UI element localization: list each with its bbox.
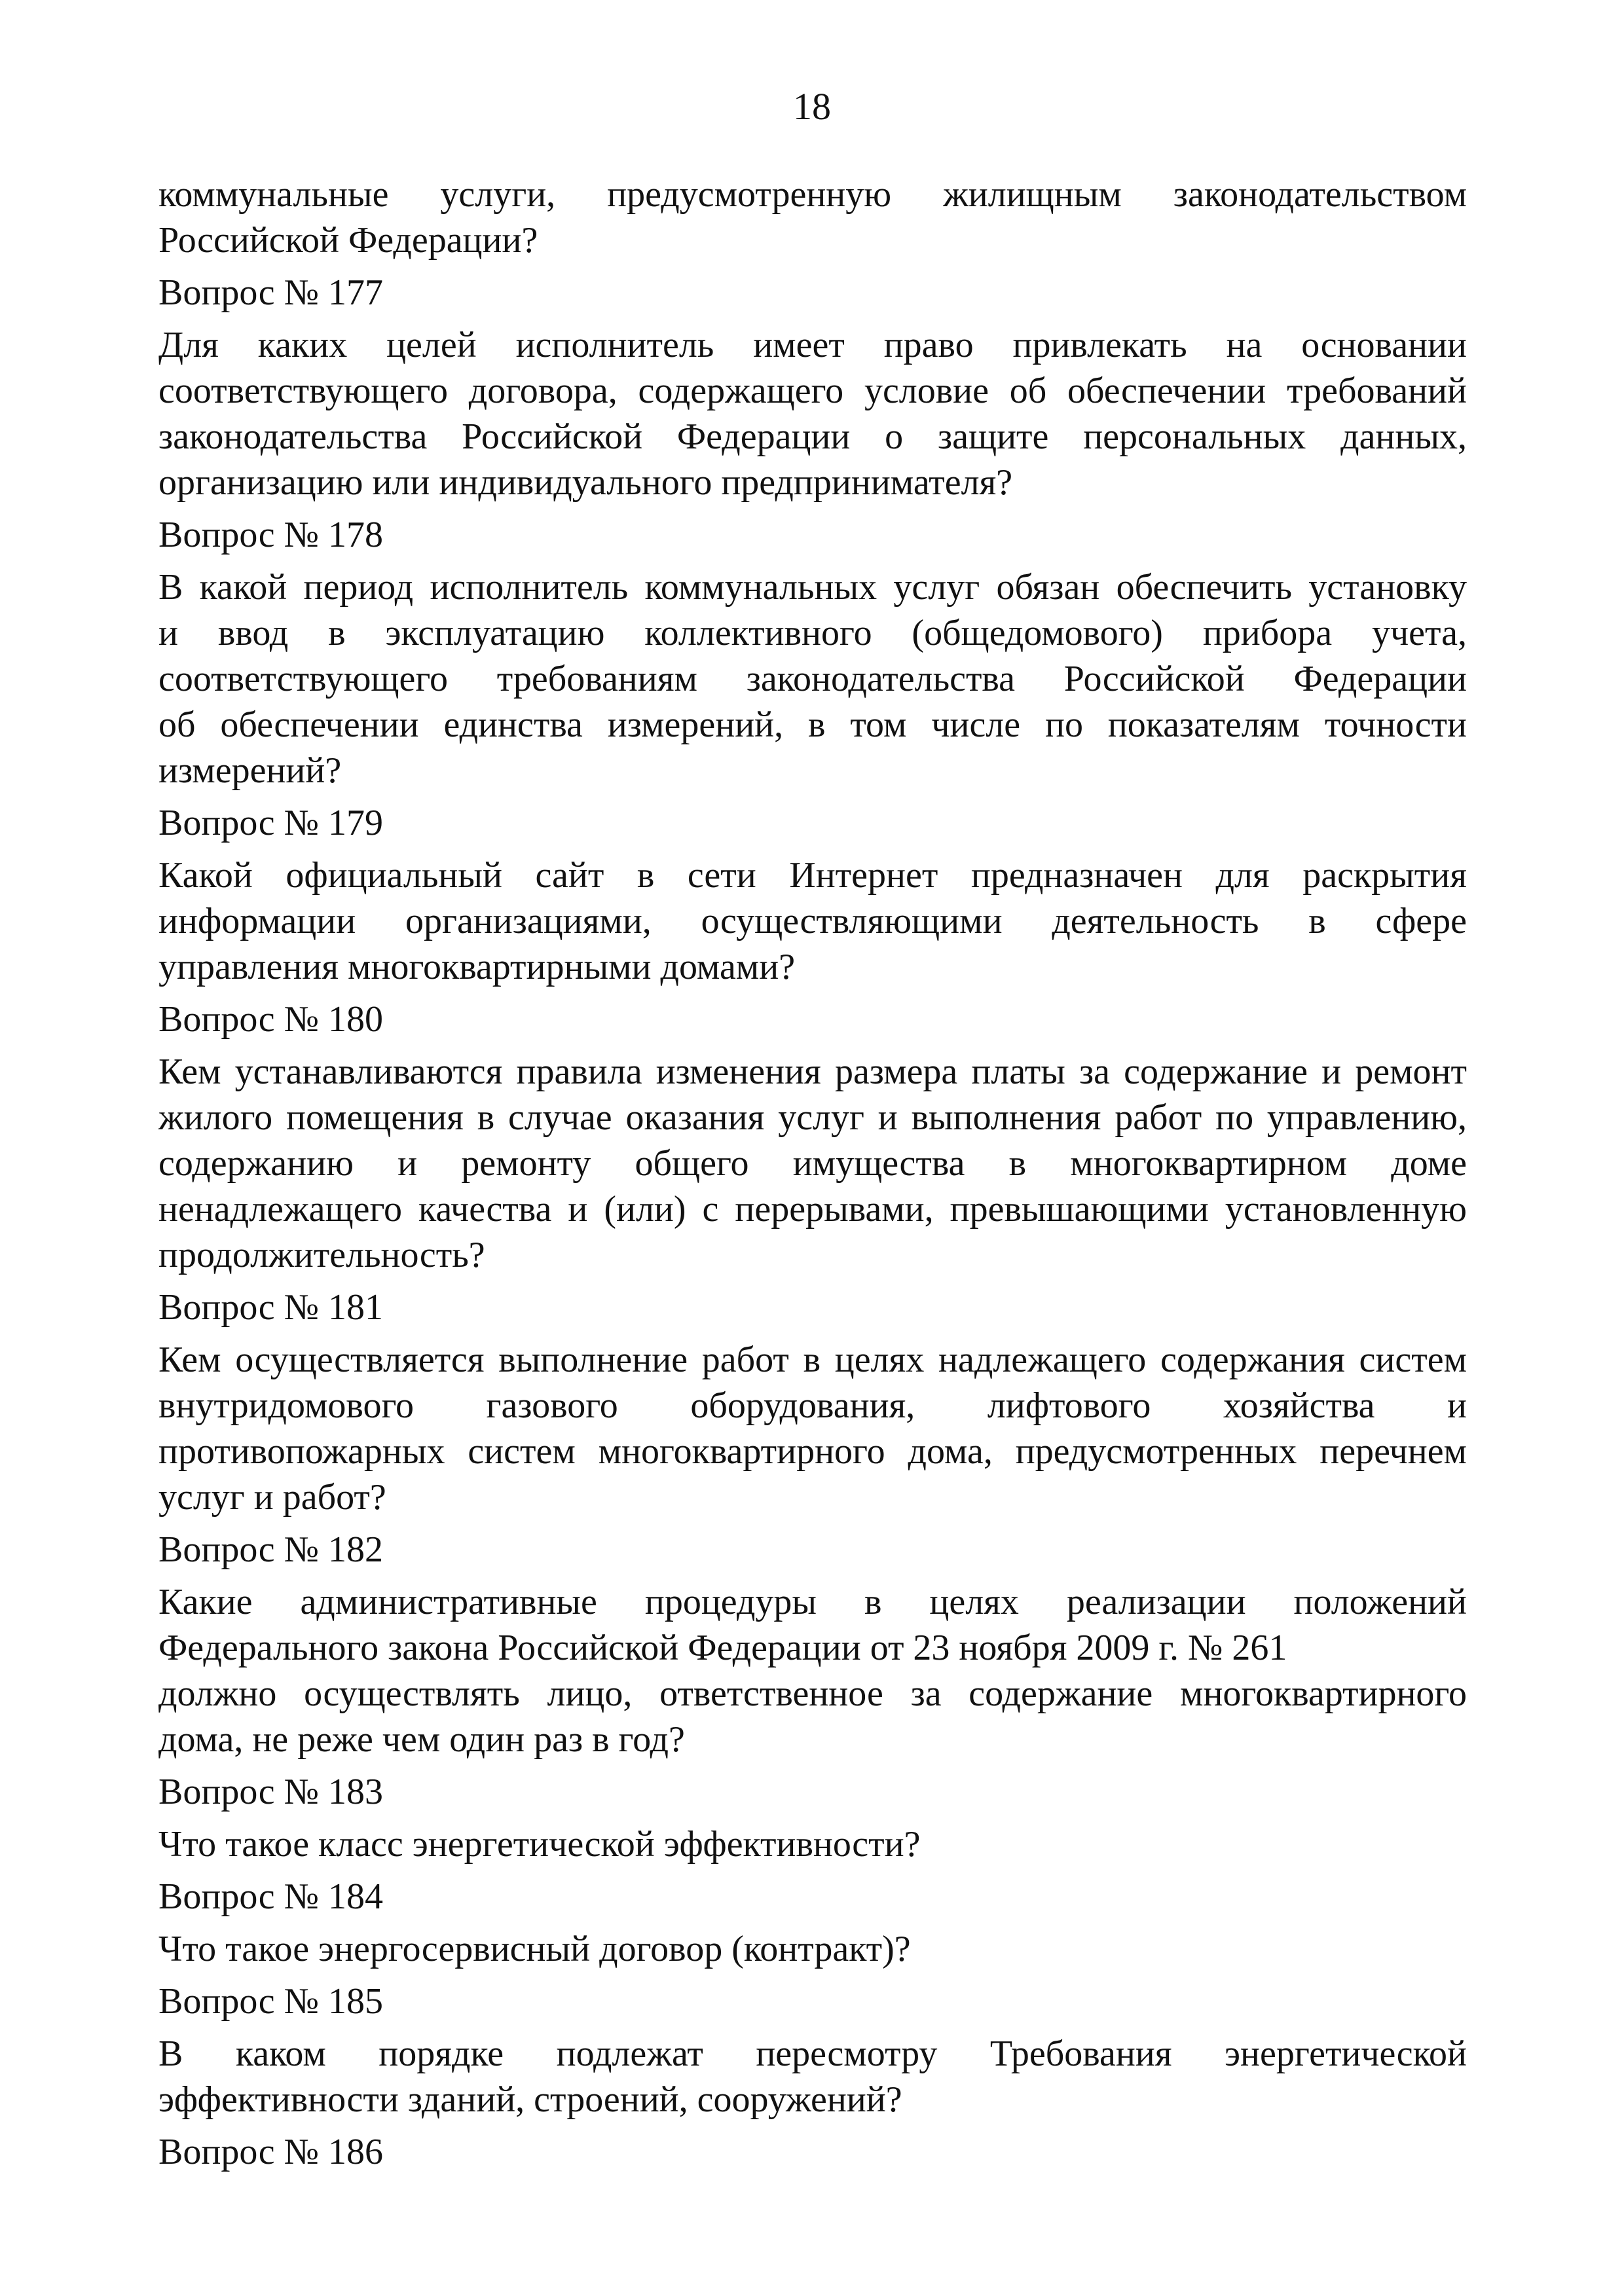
- text-line: Федерального закона Российской Федерации от 23 ноября 2009 г. № 261: [158, 1628, 1287, 1668]
- text-line: измерений?: [158, 750, 342, 791]
- page-number: 18: [793, 85, 831, 128]
- text-line: противопожарных систем многоквартирного дома, предусмотренных перечнем: [158, 1431, 1467, 1472]
- text-line: Кем осуществляется выполнение работ в целях надлежащего содержания систем: [158, 1339, 1467, 1380]
- question-text: [158, 1337, 1467, 1520]
- question-text: [158, 1821, 1467, 1867]
- text-line: содержанию и ремонту общего имущества в многоквартирном доме: [158, 1143, 1467, 1184]
- text-line: внутридомового газового оборудования, лифтового хозяйства и: [158, 1385, 1467, 1426]
- question-text: [158, 322, 1467, 505]
- question-heading: Вопрос № 182: [158, 1529, 383, 1570]
- text-line: информации организациями, осуществляющими деятельность в сфере: [158, 901, 1467, 941]
- text-line: Для каких целей исполнитель имеет право привлекать на основании: [158, 325, 1467, 365]
- text-line: Что такое класс энергетической эффективности?: [158, 1824, 921, 1865]
- text-line: коммунальные услуги, предусмотренную жилищным законодательством: [158, 174, 1467, 215]
- question-text: [158, 1049, 1467, 1278]
- text-line: соответствующего требованиям законодательства Российской Федерации: [158, 659, 1467, 699]
- text-line: управления многоквартирными домами?: [158, 947, 796, 987]
- question-heading: Вопрос № 186: [158, 2132, 383, 2172]
- text-line: законодательства Российской Федерации о защите персональных данных,: [158, 416, 1467, 457]
- question-text: [158, 564, 1467, 793]
- question-heading: Вопрос № 178: [158, 515, 383, 555]
- text-line: соответствующего договора, содержащего условие об обеспечении требований: [158, 371, 1467, 411]
- question-text: [158, 2031, 1467, 2123]
- text-line: организацию или индивидуального предпринимателя?: [158, 462, 1013, 503]
- intro-paragraph: [158, 172, 1467, 263]
- document-body: [158, 172, 1467, 2181]
- question-heading: Вопрос № 180: [158, 999, 383, 1040]
- text-line: Какие административные процедуры в целях реализации положений: [158, 1582, 1467, 1622]
- text-line: должно осуществлять лицо, ответственное за содержание многоквартирного: [158, 1673, 1467, 1714]
- text-line: продолжительность?: [158, 1235, 485, 1275]
- question-heading: Вопрос № 183: [158, 1772, 383, 1812]
- text-line: Что такое энергосервисный договор (контракт)?: [158, 1929, 911, 1969]
- question-heading: Вопрос № 181: [158, 1287, 383, 1328]
- question-text: [158, 1579, 1467, 1762]
- text-line: жилого помещения в случае оказания услуг и выполнения работ по управлению,: [158, 1097, 1467, 1138]
- question-text: [158, 852, 1467, 990]
- question-heading: Вопрос № 177: [158, 272, 383, 313]
- question-heading: Вопрос № 184: [158, 1876, 383, 1917]
- text-line: услуг и работ?: [158, 1477, 386, 1518]
- question-heading: Вопрос № 185: [158, 1981, 383, 2022]
- text-line: дома, не реже чем один раз в год?: [158, 1719, 685, 1760]
- question-text: [158, 1926, 1467, 1972]
- text-line: эффективности зданий, строений, сооружений?: [158, 2079, 902, 2120]
- text-line: Кем устанавливаются правила изменения размера платы за содержание и ремонт: [158, 1051, 1467, 1092]
- text-line: В каком порядке подлежат пересмотру Требования энергетической: [158, 2033, 1467, 2074]
- text-line: и ввод в эксплуатацию коллективного (общедомового) прибора учета,: [158, 613, 1467, 653]
- text-line: Какой официальный сайт в сети Интернет предназначен для раскрытия: [158, 855, 1467, 896]
- text-line: В какой период исполнитель коммунальных услуг обязан обеспечить установку: [158, 567, 1467, 608]
- question-heading: Вопрос № 179: [158, 803, 383, 843]
- text-line: Российской Федерации?: [158, 220, 538, 261]
- text-line: ненадлежащего качества и (или) с перерывами, превышающими установленную: [158, 1189, 1467, 1230]
- text-line: об обеспечении единства измерений, в том числе по показателям точности: [158, 704, 1467, 745]
